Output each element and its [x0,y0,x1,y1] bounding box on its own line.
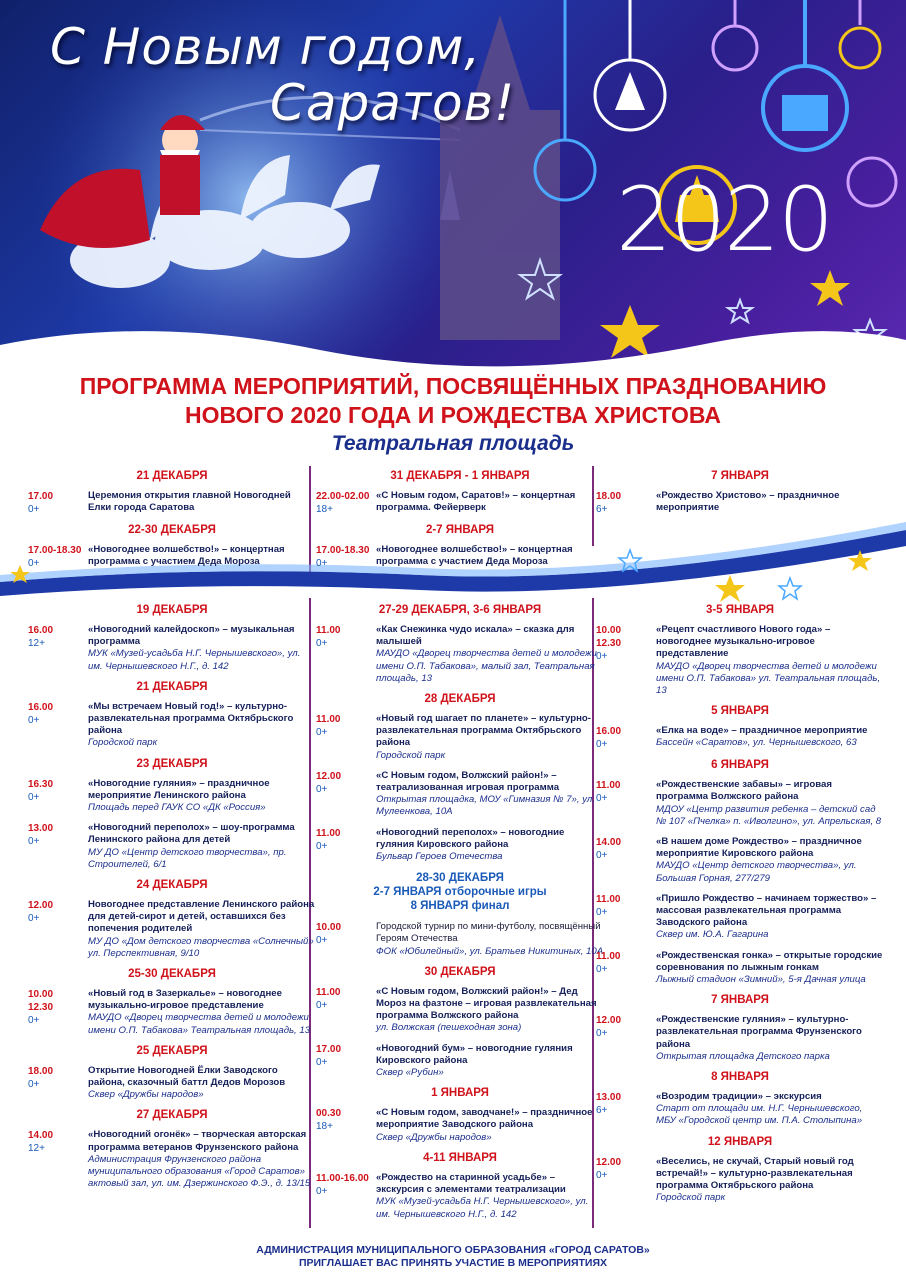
event-body [656,490,884,516]
section-date: 12 ЯНВАРЯ [707,1135,773,1148]
ornament-tree-icon [595,0,665,130]
event-title: «Новогодний калейдоскоп» – музыкальная программа [88,624,295,648]
event-body [656,1091,884,1128]
event-time-block [596,490,656,516]
section-date-special [316,871,604,913]
age-badge: 12+ [28,638,45,649]
event-time: 18.00 [596,491,622,502]
event-title: «Пришло Рождество – начинаем торжество» – массовая развлекательная программа Заводского района [656,892,877,929]
event-item [596,1014,884,1063]
bottom-column-1 [28,604,316,1199]
event-title: «Новогодний бум» – новогодние гуляния Кировского района [376,1042,573,1066]
event-place: Сквер «Дружбы народов» [88,1089,204,1101]
event-time-block [596,1014,656,1063]
event-place: Городской парк [656,1192,726,1204]
event-time-block [316,986,376,1035]
event-place: Сквер «Рубин» [376,1067,444,1079]
event-time: 12.00 [316,770,342,782]
age-badge: 6+ [596,1105,608,1117]
age-badge: 0+ [316,1185,328,1197]
program-title [0,372,906,430]
section-date: 4-11 ЯНВАРЯ [423,1151,497,1164]
age-badge: 0+ [316,935,328,947]
event-time: 11.00-16.00 [316,1172,369,1184]
event-desc: Городской турнир по мини-футболу, посвящённый Героям Отечества [376,921,601,945]
event-body [376,1172,604,1221]
event-time: 11.00 [596,950,621,962]
event-body [656,1156,884,1205]
event-body [88,490,316,516]
event-body [656,1014,884,1063]
event-body [656,624,884,697]
event-place: МУК «Музей-усадьба Н.Г. Чернышевского», ул. им. Чернышевского Н.Г., д. 142 [376,1196,589,1220]
event-body [656,725,884,751]
age-badge: 0+ [28,913,40,925]
event-time-block [316,490,376,516]
event-time-block [596,893,656,942]
event-title: «Новогодний переполох» – новогодние гуляния Кировского района [376,826,565,850]
event-item [316,1043,604,1080]
event-time: 16.30 [28,778,54,790]
event-time-block [28,544,88,570]
event-item [596,779,884,828]
section-date-line: 2-7 ЯНВАРЯ отборочные игры [373,886,547,899]
event-time-block [316,827,376,864]
event-item [28,778,316,815]
age-badge: 0+ [596,963,608,975]
age-badge: 0+ [28,714,40,726]
event-item [28,1129,316,1190]
section-date: 21 ДЕКАБРЯ [136,680,208,693]
event-time-block [28,988,88,1037]
footer [0,1244,906,1270]
event-title: «Веселись, не скучай, Старый новый год встречай!» – культурно-развлекательная программа Октябрьского района [656,1155,854,1192]
venue-title: Театральная площадь [331,432,575,455]
event-title: «Рождество Христово» – праздничное мероприятие [656,490,840,514]
age-badge: 0+ [28,836,40,848]
event-time-block [596,624,656,697]
footer-line2: ПРИГЛАШАЕТ ВАС ПРИНЯТЬ УЧАСТИЕ В МЕРОПРИЯТИЯХ [298,1257,608,1269]
event-place: МАУДО «Дворец творчества детей и молодежи имени О.П. Табакова» ул. Театральная площадь, 13 [656,660,881,697]
event-time: 16.00 [28,701,54,713]
section-date: 30 ДЕКАБРЯ [424,965,496,978]
event-place: Городской парк [88,737,158,749]
event-time-block [316,624,376,685]
age-badge: 0+ [28,558,40,569]
event-body [376,770,604,819]
event-time: 17.00-18.30 [28,545,82,556]
section-date: 25-30 ДЕКАБРЯ [128,968,216,981]
event-body [88,624,316,673]
section-date: 7 ЯНВАРЯ [711,470,769,482]
section-date: 8 ЯНВАРЯ [711,1071,769,1084]
age-badge: 0+ [596,793,608,805]
event-body [656,950,884,987]
event-place: Городской парк [376,749,446,761]
event-item [316,713,604,762]
age-badge: 0+ [596,1028,608,1040]
section-date: 2-7 ЯНВАРЯ [425,524,495,536]
section-date: 23 ДЕКАБРЯ [136,757,208,770]
event-place: МУ ДО «Дом детского творчества «Солнечный» ул. Перспективная, 9/10 [88,935,314,959]
event-item [316,827,604,864]
event-title: «Возродим традиции» – экскурсия [656,1091,822,1103]
event-time-block [28,624,88,673]
event-title: «С Новым годом, Волжский район!» – театрализованная игровая программа [376,769,560,794]
event-time: 13.00 [28,823,54,835]
age-badge: 0+ [316,727,328,739]
event-time: 18.00 [28,1065,54,1077]
event-body [656,779,884,828]
top-column-2 [316,470,604,578]
section-date: 31 ДЕКАБРЯ - 1 ЯНВАРЯ [390,470,530,482]
event-place: МУК «Музей-усадьба Н.Г. Чернышевского», ул. им. Чернышевского Н.Г., д. 142 [88,648,301,672]
event-item [316,770,604,819]
event-place: ул. Волжская (пешеходная зона) [376,1022,522,1034]
age-badge: 0+ [316,1056,328,1068]
event-place: Площадь перед ГАУК СО «ДК «Россия» [88,802,266,814]
event-time-block [596,1156,656,1205]
age-badge: 0+ [316,638,328,649]
age-badge: 0+ [596,739,608,751]
event-title: «Новогодний переполох» – шоу-программа Ленинского района для детей [88,822,295,846]
event-time: 13.00 [596,1092,622,1104]
section-date: 24 ДЕКАБРЯ [136,879,208,892]
program-title-line2: НОВОГО 2020 ГОДА И РОЖДЕСТВА ХРИСТОВА [184,402,721,428]
event-title: «Мы встречаем Новый год!» – культурно-развлекательная программа Октябрьского района [88,700,294,737]
event-time-block [28,899,88,960]
age-badge: 0+ [596,850,608,862]
event-body [88,701,316,750]
event-title: «Новый год шагает по планете» – культурно-развлекательная программа Октябрьского района [376,713,591,749]
event-body [376,827,604,864]
event-body [88,778,316,815]
section-date: 5 ЯНВАРЯ [711,705,769,718]
event-body [376,490,604,516]
event-time: 11.00 [596,780,621,792]
section-date: 3-5 ЯНВАРЯ [705,604,775,616]
event-time-block [316,713,376,762]
greeting-line1: С Новым годом, [50,18,482,76]
age-badge: 0+ [316,840,328,852]
event-time: 16.00 [596,726,622,738]
section-date: 27-29 ДЕКАБРЯ, 3-6 ЯНВАРЯ [378,604,542,616]
header-banner [0,0,906,370]
event-item [596,950,884,987]
event-time: 11.00 [316,986,341,998]
section-date: 22-30 ДЕКАБРЯ [128,524,216,536]
age-badge: 0+ [28,791,40,803]
event-item [316,921,604,958]
age-badge: 0+ [596,906,608,918]
event-time-block [316,1107,376,1144]
event-item [28,701,316,750]
event-title: «Рождество на старинной усадьбе» – экскурсия с элементами театрализации [376,1171,566,1196]
event-item [596,1156,884,1205]
age-badge: 0+ [316,783,328,795]
year-2020: 2020 [616,168,832,271]
event-item [596,490,884,516]
event-body [88,822,316,871]
age-badge: 0+ [316,999,328,1011]
event-body [376,713,604,762]
event-title: Церемония открытия главной Новогодней Елки города Саратова [88,490,291,514]
event-item [316,1107,604,1144]
event-time: 11.00 [596,893,621,905]
event-time-block [596,950,656,987]
event-body [88,899,316,960]
event-title: «Новогодние гуляния» – праздничное мероприятие Ленинского района [88,777,270,801]
event-title: Открытие Новогодней Ёлки Заводского района, сказочный баттл Дедов Морозов [88,1064,286,1089]
event-place: Лыжный стадион «Зимний», 5-я Дачная улица [656,974,866,986]
event-time-block [28,1129,88,1190]
section-date-line: 28-30 ДЕКАБРЯ [416,872,504,885]
event-time-block [316,921,376,958]
event-body [376,986,604,1035]
event-item [596,836,884,885]
section-date: 1 ЯНВАРЯ [431,1087,489,1100]
age-badge: 0+ [28,1078,40,1090]
event-time: 14.00 [596,837,622,849]
event-item [28,899,316,960]
event-title: «Новогоднее волшебство!» – концертная программа с участием Деда Мороза [376,544,573,568]
event-time: 16.00 [28,625,54,636]
event-item [316,1172,604,1221]
section-date: 27 ДЕКАБРЯ [136,1109,208,1122]
section-date: 6 ЯНВАРЯ [711,759,769,772]
section-date: 25 ДЕКАБРЯ [136,1044,208,1057]
top-column-1 [28,470,316,578]
event-time-block [596,779,656,828]
event-item [316,490,604,516]
event-time: 11.00 [316,625,341,636]
event-place: МАУДО «Дворец творчества детей и молодежи имени О.П. Табакова» Театральная площадь, 13 [88,1012,311,1036]
section-date: 7 ЯНВАРЯ [711,994,769,1007]
event-place: Бассейн «Саратов», ул. Чернышевского, 63 [656,737,857,749]
event-body [376,544,604,570]
event-place: МДОУ «Центр развития ребенка – детский сад № 107 «Пчелка» п. «Иволгино», ул. Апрельская, 8 [656,803,882,827]
event-time-block [316,770,376,819]
greeting-line2: Саратов! [270,74,516,132]
section-date: 21 ДЕКАБРЯ [136,470,208,482]
event-body [88,1129,316,1190]
event-time: 17.00 [316,1043,342,1055]
event-time: 10.00 [316,922,342,934]
event-title: «Рождественские гуляния» – культурно-развлекательная программа Фрунзенского района [656,1014,862,1050]
event-item [596,893,884,942]
bottom-column-2 [316,604,604,1229]
event-title: «В нашем доме Рождество» – праздничное мероприятие Кировского района [656,836,862,860]
event-time-block [316,544,376,570]
event-title: «Новогоднее волшебство!» – концертная программа с участием Деда Мороза [88,544,285,568]
event-body [88,1065,316,1102]
event-body [376,624,604,685]
event-time-block [28,1065,88,1102]
tree-icon [615,72,645,110]
event-body [376,1107,604,1144]
event-body [656,836,884,885]
footer-line1: АДМИНИСТРАЦИЯ МУНИЦИПАЛЬНОГО ОБРАЗОВАНИЯ «ГОРОД САРАТОВ» [256,1244,650,1256]
event-title: «С Новым годом, заводчане!» – праздничное мероприятие Заводского района [376,1107,593,1131]
age-badge: 0+ [316,558,328,569]
age-badge: 0+ [28,1015,40,1027]
age-badge: 18+ [316,504,333,515]
event-item [28,1065,316,1102]
event-time: 14.00 [28,1130,54,1142]
event-title: Новогоднее представление Ленинского района для детей-сирот и детей, оставшихся без попечения родителей [88,899,315,935]
event-title: «С Новым годом, Саратов!» – концертная программа. Фейерверк [376,490,576,514]
top-column-3 [596,470,884,524]
bottom-column-3 [596,604,884,1213]
program-title-line1: ПРОГРАММА МЕРОПРИЯТИЙ, ПОСВЯЩЁННЫХ ПРАЗДНОВАНИЮ [79,373,827,399]
event-time-block [316,1043,376,1080]
event-item [596,1091,884,1128]
event-place: Администрация Фрунзенского района муниципального образования «Город Саратов» актовый зал, ул. им. Дзержинского Ф.Э., д. 13/15 [88,1153,311,1190]
event-place: Бульвар Героев Отечества [376,851,503,863]
event-time-block [596,836,656,885]
age-badge: 0+ [28,504,40,515]
event-place: ФОК «Юбилейный», ул. Братьев Никитиных, 10А [376,945,604,957]
event-title: «Рождественская гонка» – открытые городские соревнования по лыжным гонкам [656,949,883,973]
event-title: «Рецепт счастливого Нового года» – новогоднее музыкально-игровое представление [656,624,831,660]
event-place: Старт от площади им. Н.Г. Чернышевского, МБУ «Городской центр им. П.А. Столыпина» [656,1103,863,1127]
event-item [28,988,316,1037]
event-time: 12.00 [596,1156,622,1168]
event-title: «Новогодний огонёк» – творческая авторская программа ветеранов Фрунзенского района [88,1129,307,1153]
event-body [88,544,316,570]
event-time: 11.00 [316,714,341,726]
event-time: 10.00 12.30 [596,625,622,649]
event-place: Открытая площадка, МОУ «Гимназия № 7», ул. Мулеенкова, 10А [376,794,595,818]
event-body [656,893,884,942]
event-place: Открытая площадка Детского парка [656,1050,830,1062]
event-item [28,624,316,673]
event-time: 00.30 [316,1108,342,1120]
event-title: «Рождественские забавы» – игровая программа Волжского района [656,779,832,803]
event-item [28,490,316,516]
event-time: 17.00-18.30 [316,545,370,556]
event-time-block [316,1172,376,1221]
event-time: 12.00 [596,1015,622,1027]
event-place: МУ ДО «Центр детского творчества», пр. Строителей, 6/1 [88,846,287,870]
event-place: Сквер «Дружбы народов» [376,1131,492,1143]
event-title: «Как Снежинка чудо искала» – сказка для малышей [376,624,575,648]
event-item [28,822,316,871]
event-title: «Елка на воде» – праздничное мероприятие [656,725,868,737]
age-badge: 0+ [596,651,608,662]
event-place: МАУДО «Дворец творчества детей и молодежи имени О.П. Табакова», малый зал, Театральная площадь, 13 [376,648,597,684]
event-item [596,725,884,751]
section-date: 28 ДЕКАБРЯ [424,693,496,706]
event-time-block [28,822,88,871]
age-badge: 0+ [596,1169,608,1181]
event-time: 12.00 [28,900,54,912]
age-badge: 18+ [316,1121,333,1133]
gift-icon [782,95,828,131]
event-title: «С Новым годом, Волжский район!» – Дед Мороз на фазтоне – игровая развлекательная программа Волжского района [376,985,597,1022]
event-body [376,1043,604,1080]
section-date-line: 8 ЯНВАРЯ финал [410,900,510,913]
event-item [316,986,604,1035]
event-title: «Новый год в Зазеркалье» – новогоднее музыкально-игровое представление [88,988,282,1012]
event-time-block [28,490,88,516]
event-time: 10.00 12.30 [28,989,54,1014]
event-time-block [596,725,656,751]
age-badge: 12+ [28,1143,45,1155]
event-time-block [28,701,88,750]
event-time-block [28,778,88,815]
event-time: 17.00 [28,491,54,502]
event-body [376,921,604,958]
event-time: 11.00 [316,827,341,839]
event-time-block [596,1091,656,1128]
age-badge: 6+ [596,504,608,515]
event-item [596,624,884,697]
event-time: 22.00-02.00 [316,491,370,502]
section-date: 19 ДЕКАБРЯ [136,604,208,616]
event-place: Сквер им. Ю.А. Гагарина [656,929,769,941]
event-item [28,544,316,570]
event-place: МАУДО «Центр детского творчества», ул. Большая Горная, 277/279 [656,860,857,884]
event-body [88,988,316,1037]
event-item [316,544,604,570]
event-item [316,624,604,685]
